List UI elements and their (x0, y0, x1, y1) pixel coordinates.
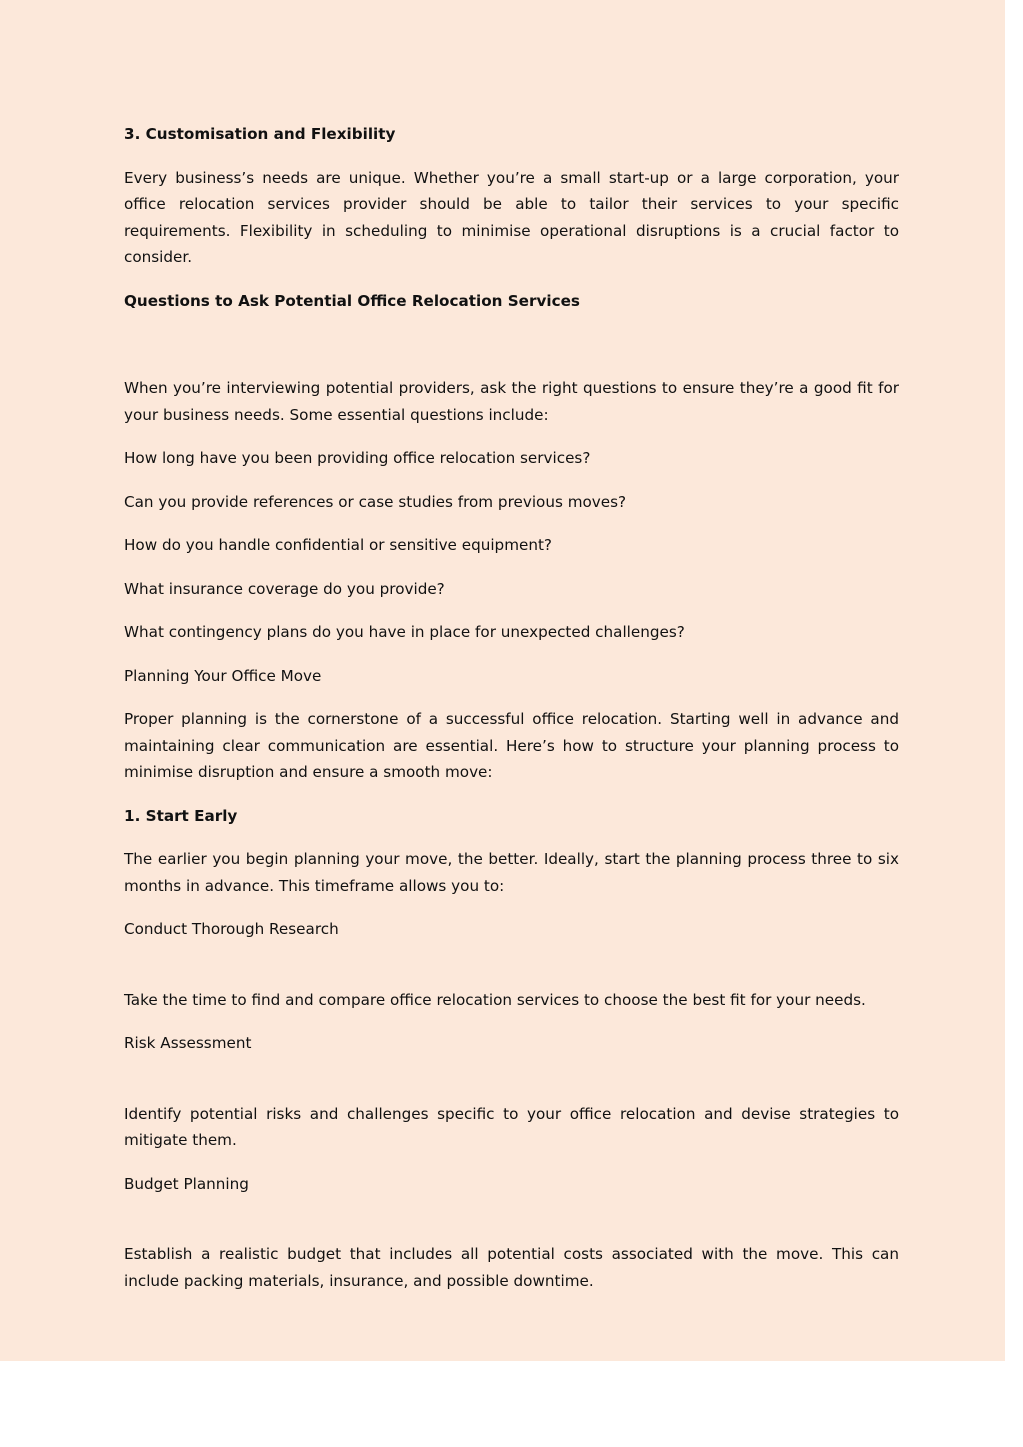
question-item: What contingency plans do you have in place for unexpected challenges? (124, 623, 685, 641)
paragraph-questions-intro: When you’re interviewing potential providers, ask the right questions to ensure they’re a good fit for your business needs. Some essential questions include: (124, 379, 899, 424)
paragraph-start-early: The earlier you begin planning your move, the better. Ideally, start the planning process three to six months in advance. This timeframe allows you to: (124, 850, 899, 895)
subheading-research: Conduct Thorough Research (124, 920, 339, 938)
paragraph-research: Take the time to find and compare office relocation services to choose the best fit for your needs. (124, 990, 866, 1009)
question-item: What insurance coverage do you provide? (124, 579, 445, 598)
subheading-risk: Risk Assessment (124, 1034, 252, 1052)
question-item: Can you provide references or case studies from previous moves? (124, 492, 627, 511)
paragraph-customisation: Every business’s needs are unique. Whether you’re a small start-up or a large corporation, your office relocation services provider should be able to tailor their services to your specific requirements. Flexibility in scheduling to minimise operational disruptions is a crucial factor to consider. (124, 168, 899, 266)
paragraph-budget: Establish a realistic budget that includes all potential costs associated with the move. This can include packing materials, insurance, and possible downtime. (124, 1245, 899, 1290)
paragraph-risk: Identify potential risks and challenges specific to your office relocation and devise strategies to mitigate them. (124, 1104, 899, 1149)
section-heading-planning: Planning Your Office Move (124, 666, 322, 685)
question-item: How do you handle confidential or sensitive equipment? (124, 536, 552, 554)
subheading-budget: Budget Planning (124, 1174, 249, 1193)
section-heading-start-early: 1. Start Early (124, 806, 238, 825)
paragraph-planning: Proper planning is the cornerstone of a successful office relocation. Starting well in advance and maintaining clear communication are essential. Here’s how to structure your planning process to minimise disruption and ensure a smooth move: (124, 710, 899, 781)
section-heading-questions: Questions to Ask Potential Office Relocation Services (124, 291, 580, 310)
question-item: How long have you been providing office relocation services? (124, 449, 591, 467)
section-heading-customisation: 3. Customisation and Flexibility (124, 125, 396, 143)
document-content (124, 121, 899, 1311)
